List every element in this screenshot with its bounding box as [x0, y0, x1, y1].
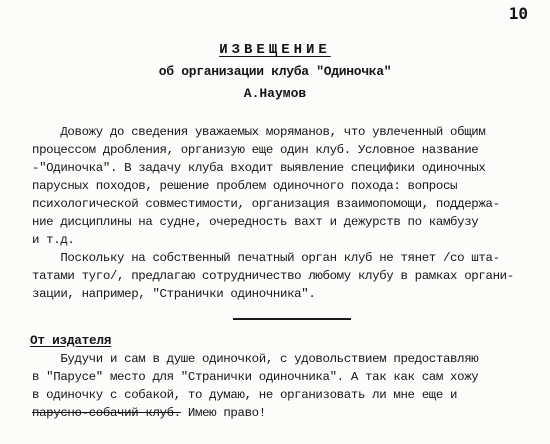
body-line: зации, например, "Странички одиночника". — [32, 287, 316, 301]
publisher-note-line: Будучи и сам в душе одиночкой, с удовольствием предоставляю — [32, 352, 479, 366]
body-line: Поскольку на собственный печатный орган клуб не тянет /со шта- — [32, 251, 500, 265]
page-number: 10 — [508, 4, 528, 23]
closing-phrase: Имею право! — [180, 406, 266, 420]
document-title: ИЗВЕЩЕНИЕ — [219, 42, 331, 58]
body-line: -"Одиночка". В задачу клуба входит выявление специфики одиночных — [32, 161, 486, 175]
body-line: и т.д. — [32, 233, 75, 247]
publisher-note-line: в одиночку с собакой, то думаю, не организовать ли мне еще и — [32, 388, 458, 402]
section-divider — [233, 318, 351, 320]
document-subtitle: об организации клуба "Одиночка" — [158, 64, 392, 79]
body-line: психологической совместимости, организация взаимопомощи, поддержа- — [32, 197, 500, 211]
publisher-note-heading: От издателя — [30, 333, 112, 348]
struck-phrase: парусно-собачий клуб. — [32, 406, 181, 420]
publisher-note-line: в "Парусе" место для "Странички одиночника". А так как сам хожу — [32, 370, 479, 384]
body-line: татами туго/, предлагаю сотрудничество любому клубу в рамках органи- — [32, 269, 514, 283]
document-author: А.Наумов — [243, 86, 307, 101]
publisher-note-last-line — [32, 406, 266, 421]
body-line: ние дисциплины на судне, очередность вахт и дежурств по камбузу — [32, 215, 479, 229]
body-line: Довожу до сведения уважаемых моряманов, что увлеченный общим — [32, 125, 486, 139]
body-line: процессом дробления, организую еще один клуб. Условное название — [32, 143, 479, 157]
body-line: парусных походов, решение проблем одиночного похода: вопросы — [32, 179, 458, 193]
